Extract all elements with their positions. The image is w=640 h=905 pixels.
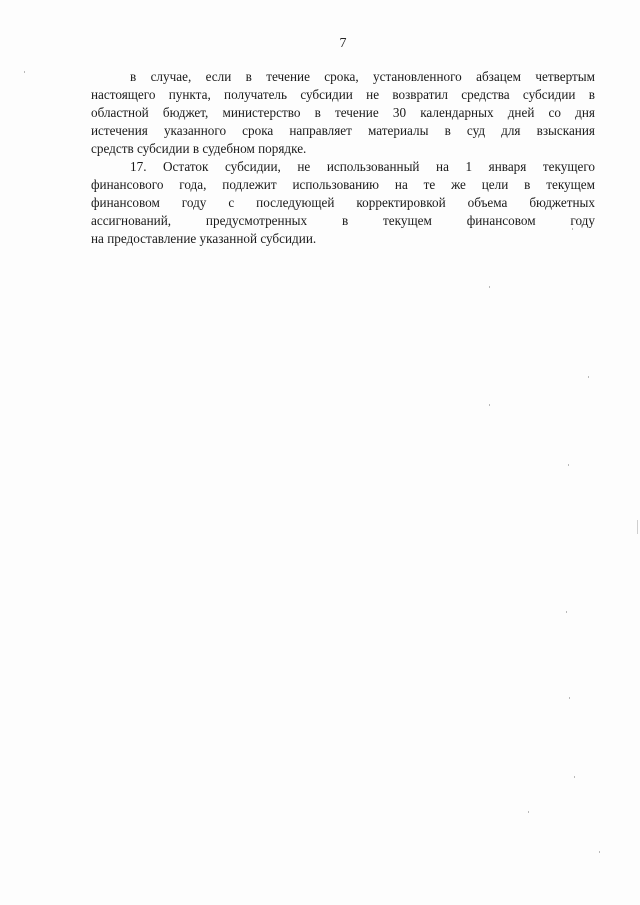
scan-speck bbox=[568, 464, 569, 466]
paragraph-line: настоящего пункта, получатель субсидии не возвратил средства субсидии в bbox=[91, 86, 595, 102]
paragraph-line: областной бюджет, министерство в течение 30 календарных дней со дня bbox=[91, 104, 595, 120]
paragraph-line: финансового года, подлежит использованию на те же цели в текущем bbox=[91, 176, 595, 192]
paragraph-line: 17. Остаток субсидии, не использованный на 1 января текущего bbox=[130, 159, 595, 174]
scan-speck bbox=[489, 286, 490, 288]
paragraph-line: в случае, если в течение срока, установленного абзацем четвертым bbox=[130, 69, 595, 84]
scan-speck bbox=[569, 697, 570, 699]
scan-edge-mark bbox=[637, 520, 638, 534]
scan-speck bbox=[24, 71, 25, 73]
paragraph-line: средств субсидии в судебном порядке. bbox=[91, 140, 307, 156]
scan-speck bbox=[566, 611, 567, 613]
scan-speck bbox=[574, 776, 575, 778]
page-number: 7 bbox=[339, 36, 347, 51]
scan-speck bbox=[489, 404, 490, 406]
scan-speck bbox=[528, 811, 529, 813]
paragraph-2 bbox=[91, 158, 595, 248]
paragraph-line: ассигнований, предусмотренных в текущем финансовом году bbox=[91, 212, 595, 228]
scan-speck bbox=[588, 376, 589, 378]
scan-speck bbox=[572, 228, 573, 230]
paragraph-line: финансовом году с последующей корректировкой объема бюджетных bbox=[91, 194, 595, 210]
paragraph-1 bbox=[91, 68, 595, 158]
paragraph-line: на предоставление указанной субсидии. bbox=[91, 230, 317, 246]
scan-speck bbox=[599, 851, 600, 853]
paragraph-line: истечения указанного срока направляет материалы в суд для взыскания bbox=[91, 122, 595, 138]
